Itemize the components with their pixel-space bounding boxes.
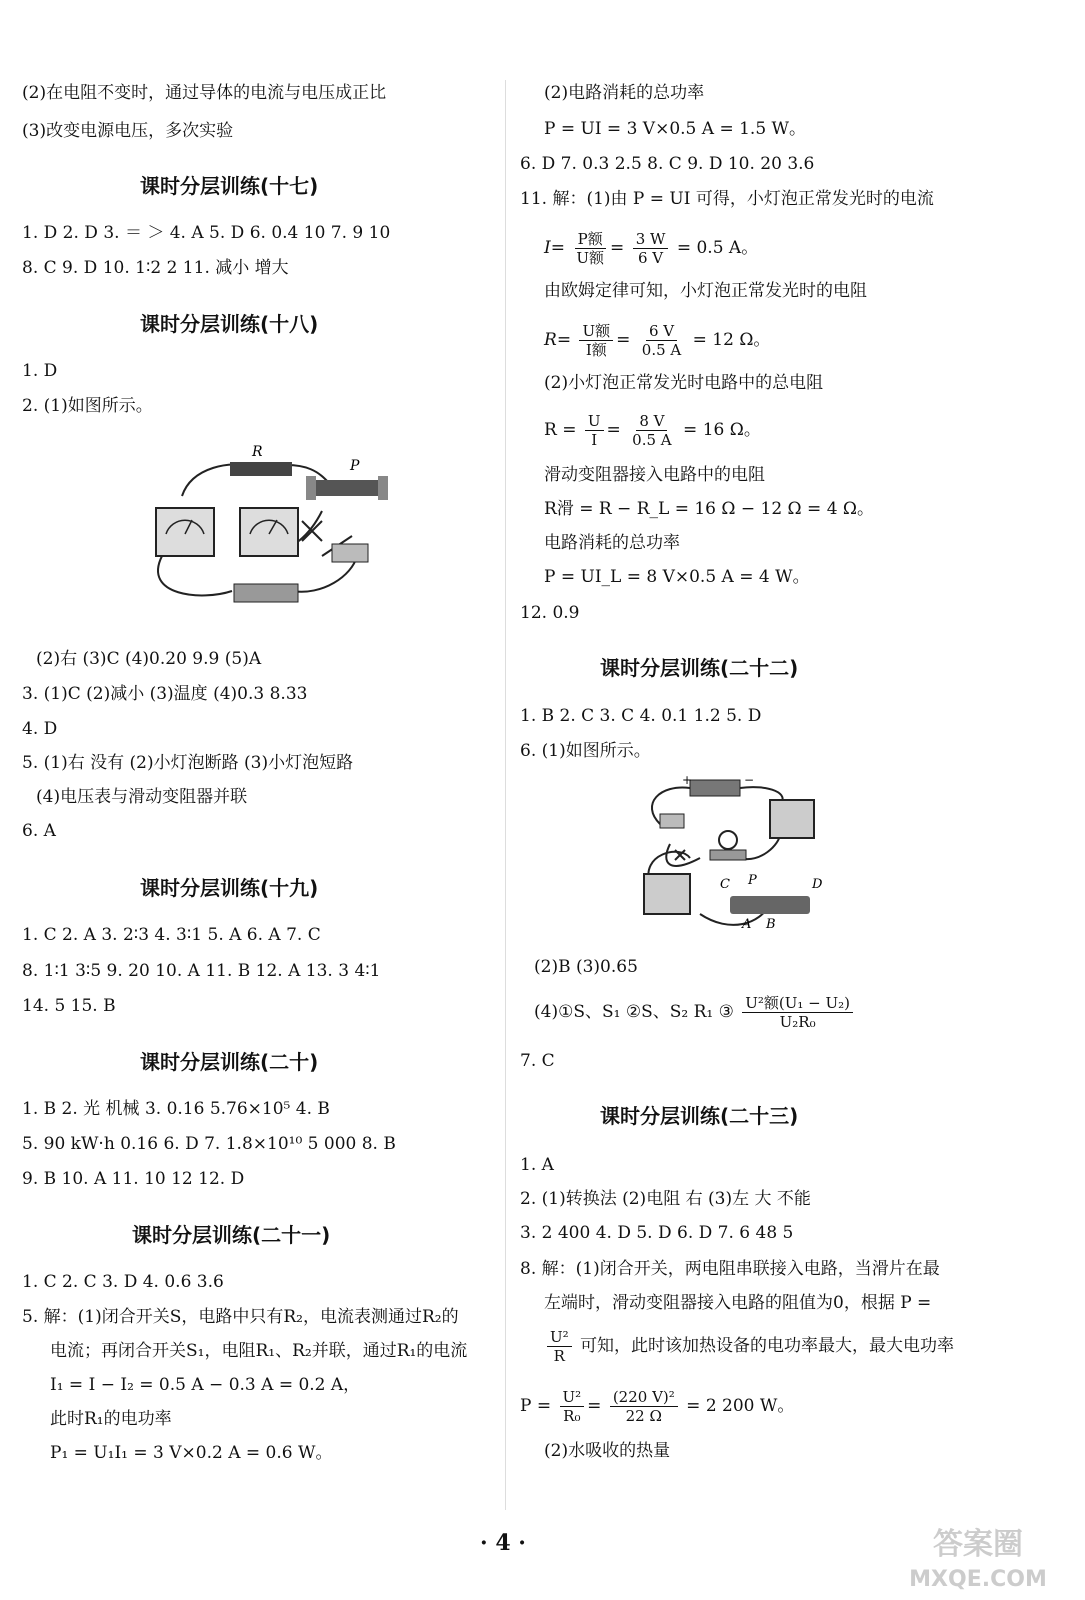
numerator: 8 V	[636, 412, 667, 431]
section-heading: 课时分层训练(十九)	[140, 876, 319, 900]
var-r: R	[544, 330, 557, 350]
answer-line: 3. 2 400 4. D 5. D 6. D 7. 6 48 5	[520, 1223, 794, 1243]
circuit-diagram-2	[630, 774, 830, 944]
switch	[660, 814, 684, 828]
numerator: P额	[575, 230, 606, 249]
equation-line: I₁ = I − I₂ = 0.5 A − 0.3 A = 0.2 A，	[50, 1375, 361, 1395]
denominator: 22 Ω	[625, 1407, 662, 1425]
answer-line: 8. C 9. D 10. 1∶2 2 11. 减小 增大	[22, 258, 289, 278]
battery	[690, 780, 740, 796]
equation-line	[544, 1324, 954, 1368]
numerator: U额	[579, 322, 613, 341]
denominator: U₂R₀	[779, 1013, 816, 1031]
rheostat-end	[306, 476, 316, 500]
result: = 12 Ω。	[692, 330, 771, 350]
answer-text: (4)①S、S₁ ②S、S₂ R₁ ③	[534, 1002, 734, 1022]
rheostat	[312, 480, 382, 496]
watermark-bottom: MXQE.COM	[909, 1567, 1047, 1592]
denominator: I	[591, 431, 598, 449]
answer-line: (4)电压表与滑动变阻器并联	[36, 787, 248, 807]
equation-line: R= $\frac{\text{U额}}{\text{I额}}$ = $\frac{6 V}{0.5 A}$ = 12 Ω。	[544, 322, 771, 359]
answer-line: 3. (1)C (2)减小 (3)温度 (4)0.3 8.33	[22, 684, 308, 704]
page-number: · 4 ·	[480, 1530, 526, 1556]
watermark-logo	[893, 1520, 1063, 1594]
numerator: U²	[560, 1388, 585, 1407]
fraction	[579, 322, 613, 359]
fraction	[573, 230, 607, 267]
answer-line: 由欧姆定律可知，小灯泡正常发光时的电阻	[544, 281, 867, 301]
answer-line: 滑动变阻器接入电路中的电阻	[544, 465, 765, 485]
result: = 16 Ω。	[683, 420, 761, 440]
denominator: R	[553, 1347, 565, 1365]
denominator: 0.5 A	[632, 431, 672, 449]
answer-line: 8. 解：(1)闭合开关，两电阻串联接入电路，当滑片在最	[520, 1259, 940, 1279]
answer-line: (2)B (3)0.65	[534, 957, 638, 977]
label-r: R	[252, 444, 263, 460]
answer-line: (2)右 (3)C (4)0.20 9.9 (5)A	[36, 649, 262, 669]
answer-line: 14. 5 15. B	[22, 996, 116, 1016]
denominator: R₀	[563, 1407, 581, 1425]
answer-line: 8. 1∶1 3∶5 9. 20 10. A 11. B 12. A 13. 3 4∶1	[22, 961, 381, 981]
numerator: 6 V	[646, 322, 677, 341]
battery	[234, 584, 298, 602]
numerator: U	[585, 412, 604, 431]
answer-line: 4. D	[22, 719, 58, 739]
answer-line: (2)小灯泡正常发光时电路中的总电阻	[544, 373, 824, 393]
watermark-top: 答案圈	[933, 1527, 1023, 1562]
answer-line: 1. B 2. C 3. C 4. 0.1 1.2 5. D	[520, 706, 762, 726]
label-b: B	[766, 917, 776, 932]
bulb-base	[710, 850, 746, 860]
var-i: I	[544, 238, 551, 258]
plus-sign: +	[682, 774, 693, 787]
numerator: U²	[547, 1328, 572, 1347]
answer-line: 1. C 2. A 3. 2∶3 4. 3∶1 5. A 6. A 7. C	[22, 925, 321, 945]
fraction	[629, 412, 674, 449]
switch	[332, 544, 368, 562]
label-d: D	[812, 877, 823, 892]
equation-line: P = UI_L = 8 V×0.5 A = 4 W。	[544, 567, 810, 587]
equation-line: P₁ = U₁I₁ = 3 V×0.2 A = 0.6 W。	[50, 1443, 333, 1463]
denominator: 0.5 A	[641, 341, 682, 359]
fraction	[547, 1328, 572, 1365]
answer-line: 9. B 10. A 11. 10 12 12. D	[22, 1169, 245, 1189]
text-line: (3)改变电源电压，多次实验	[22, 121, 234, 141]
numerator: 3 W	[633, 230, 669, 249]
section-heading: 课时分层训练(二十)	[140, 1050, 319, 1074]
answer-line: 6. D 7. 0.3 2.5 8. C 9. D 10. 20 3.6	[520, 154, 815, 174]
answer-line: 7. C	[520, 1051, 555, 1071]
equation-line: R = $\frac{U}{I}$ = $\frac{8 V}{0.5 A}$ = 16 Ω。	[544, 412, 761, 449]
answer-line: 6. A	[22, 821, 56, 841]
section-heading: 课时分层训练(十七)	[140, 174, 319, 198]
denominator: 6 V	[637, 249, 664, 267]
answer-line: 电流；再闭合开关S₁，电阻R₁、R₂并联，通过R₁的电流	[50, 1341, 468, 1361]
label-c: C	[720, 877, 730, 892]
answer-line: 5. 90 kW·h 0.16 6. D 7. 1.8×10¹⁰ 5 000 8. B	[22, 1134, 396, 1154]
answer-line: 电路消耗的总功率	[544, 533, 680, 553]
equation-line: P = UI = 3 V×0.5 A = 1.5 W。	[544, 119, 807, 139]
answer-line: 2. (1)转换法 (2)电阻 右 (3)左 大 不能	[520, 1189, 811, 1209]
answer-line: (2)水吸收的热量	[544, 1441, 671, 1461]
meter-1	[770, 800, 814, 838]
fraction	[585, 412, 604, 449]
denominator: U额	[576, 249, 605, 267]
var-r: R =	[544, 420, 577, 440]
answer-line: 1. C 2. C 3. D 4. 0.6 3.6	[22, 1272, 224, 1292]
fraction	[610, 1388, 678, 1425]
answer-line: 左端时，滑动变阻器接入电路的阻值为0，根据 P =	[544, 1293, 932, 1313]
meter-2	[644, 874, 690, 914]
minus-sign: −	[744, 774, 755, 787]
answer-line: (2)电路消耗的总功率	[544, 83, 705, 103]
circuit-diagram-1	[122, 436, 412, 614]
voltmeter	[240, 508, 298, 556]
answer-line: 5. (1)右 没有 (2)小灯泡断路 (3)小灯泡短路	[22, 753, 354, 773]
rheostat-end	[378, 476, 388, 500]
label-a: A	[742, 917, 752, 932]
answer-line: 5. 解：(1)闭合开关S，电路中只有R₂，电流表测通过R₂的	[22, 1307, 459, 1327]
section-heading: 课时分层训练(二十二)	[600, 656, 799, 680]
resistor	[230, 462, 292, 476]
ammeter	[156, 508, 214, 556]
equation-line: I= $\frac{\text{P额}}{\text{U额}}$ = $\frac{3 W}{6 V}$ = 0.5 A。	[544, 230, 759, 267]
numerator: U²额(U₁ − U₂)	[742, 994, 853, 1013]
denominator: I额	[585, 341, 607, 359]
section-heading: 课时分层训练(十八)	[140, 312, 319, 336]
equation-line: P = $\frac{\text{U²}}{\text{R₀}}$ = $\frac{\text{(220 V)²}}{22 \Omega}$ = 2 200 W。	[520, 1388, 795, 1425]
column-divider	[505, 80, 506, 1510]
label-p: P	[748, 873, 757, 888]
section-heading: 课时分层训练(二十一)	[132, 1223, 331, 1247]
rheostat	[730, 896, 810, 914]
equation-line: R滑 = R − R_L = 16 Ω − 12 Ω = 4 Ω。	[544, 499, 875, 519]
answer-line: 2. (1)如图所示。	[22, 396, 153, 416]
answer-line: 12. 0.9	[520, 603, 580, 623]
answer-line: 此时R₁的电功率	[50, 1409, 172, 1429]
section-heading: 课时分层训练(二十三)	[600, 1104, 799, 1128]
result: = 2 200 W。	[686, 1396, 795, 1416]
result: = 0.5 A。	[676, 238, 759, 258]
answer-line: 1. D 2. D 3. ＝ ＞ 4. A 5. D 6. 0.4 10 7. 9 10	[22, 223, 391, 243]
answer-text: 可知，此时该加热设备的电功率最大，最大电功率	[580, 1336, 955, 1356]
var-p: P =	[520, 1396, 552, 1416]
numerator: (220 V)²	[610, 1388, 678, 1407]
answer-line: 1. B 2. 光 机械 3. 0.16 5.76×10⁵ 4. B	[22, 1099, 330, 1119]
fraction	[639, 322, 684, 359]
answer-line: 11. 解：(1)由 P = UI 可得，小灯泡正常发光时的电流	[520, 189, 934, 209]
fraction	[742, 994, 853, 1031]
answer-line: 6. (1)如图所示。	[520, 741, 651, 761]
answer-line: 1. D	[22, 361, 58, 381]
fraction	[560, 1388, 585, 1425]
equation-line	[534, 990, 856, 1034]
label-p: P	[350, 458, 360, 474]
fraction	[633, 230, 669, 267]
bulb	[719, 831, 737, 849]
answer-line: 1. A	[520, 1155, 554, 1175]
text-line: (2)在电阻不变时，通过导体的电流与电压成正比	[22, 83, 387, 103]
